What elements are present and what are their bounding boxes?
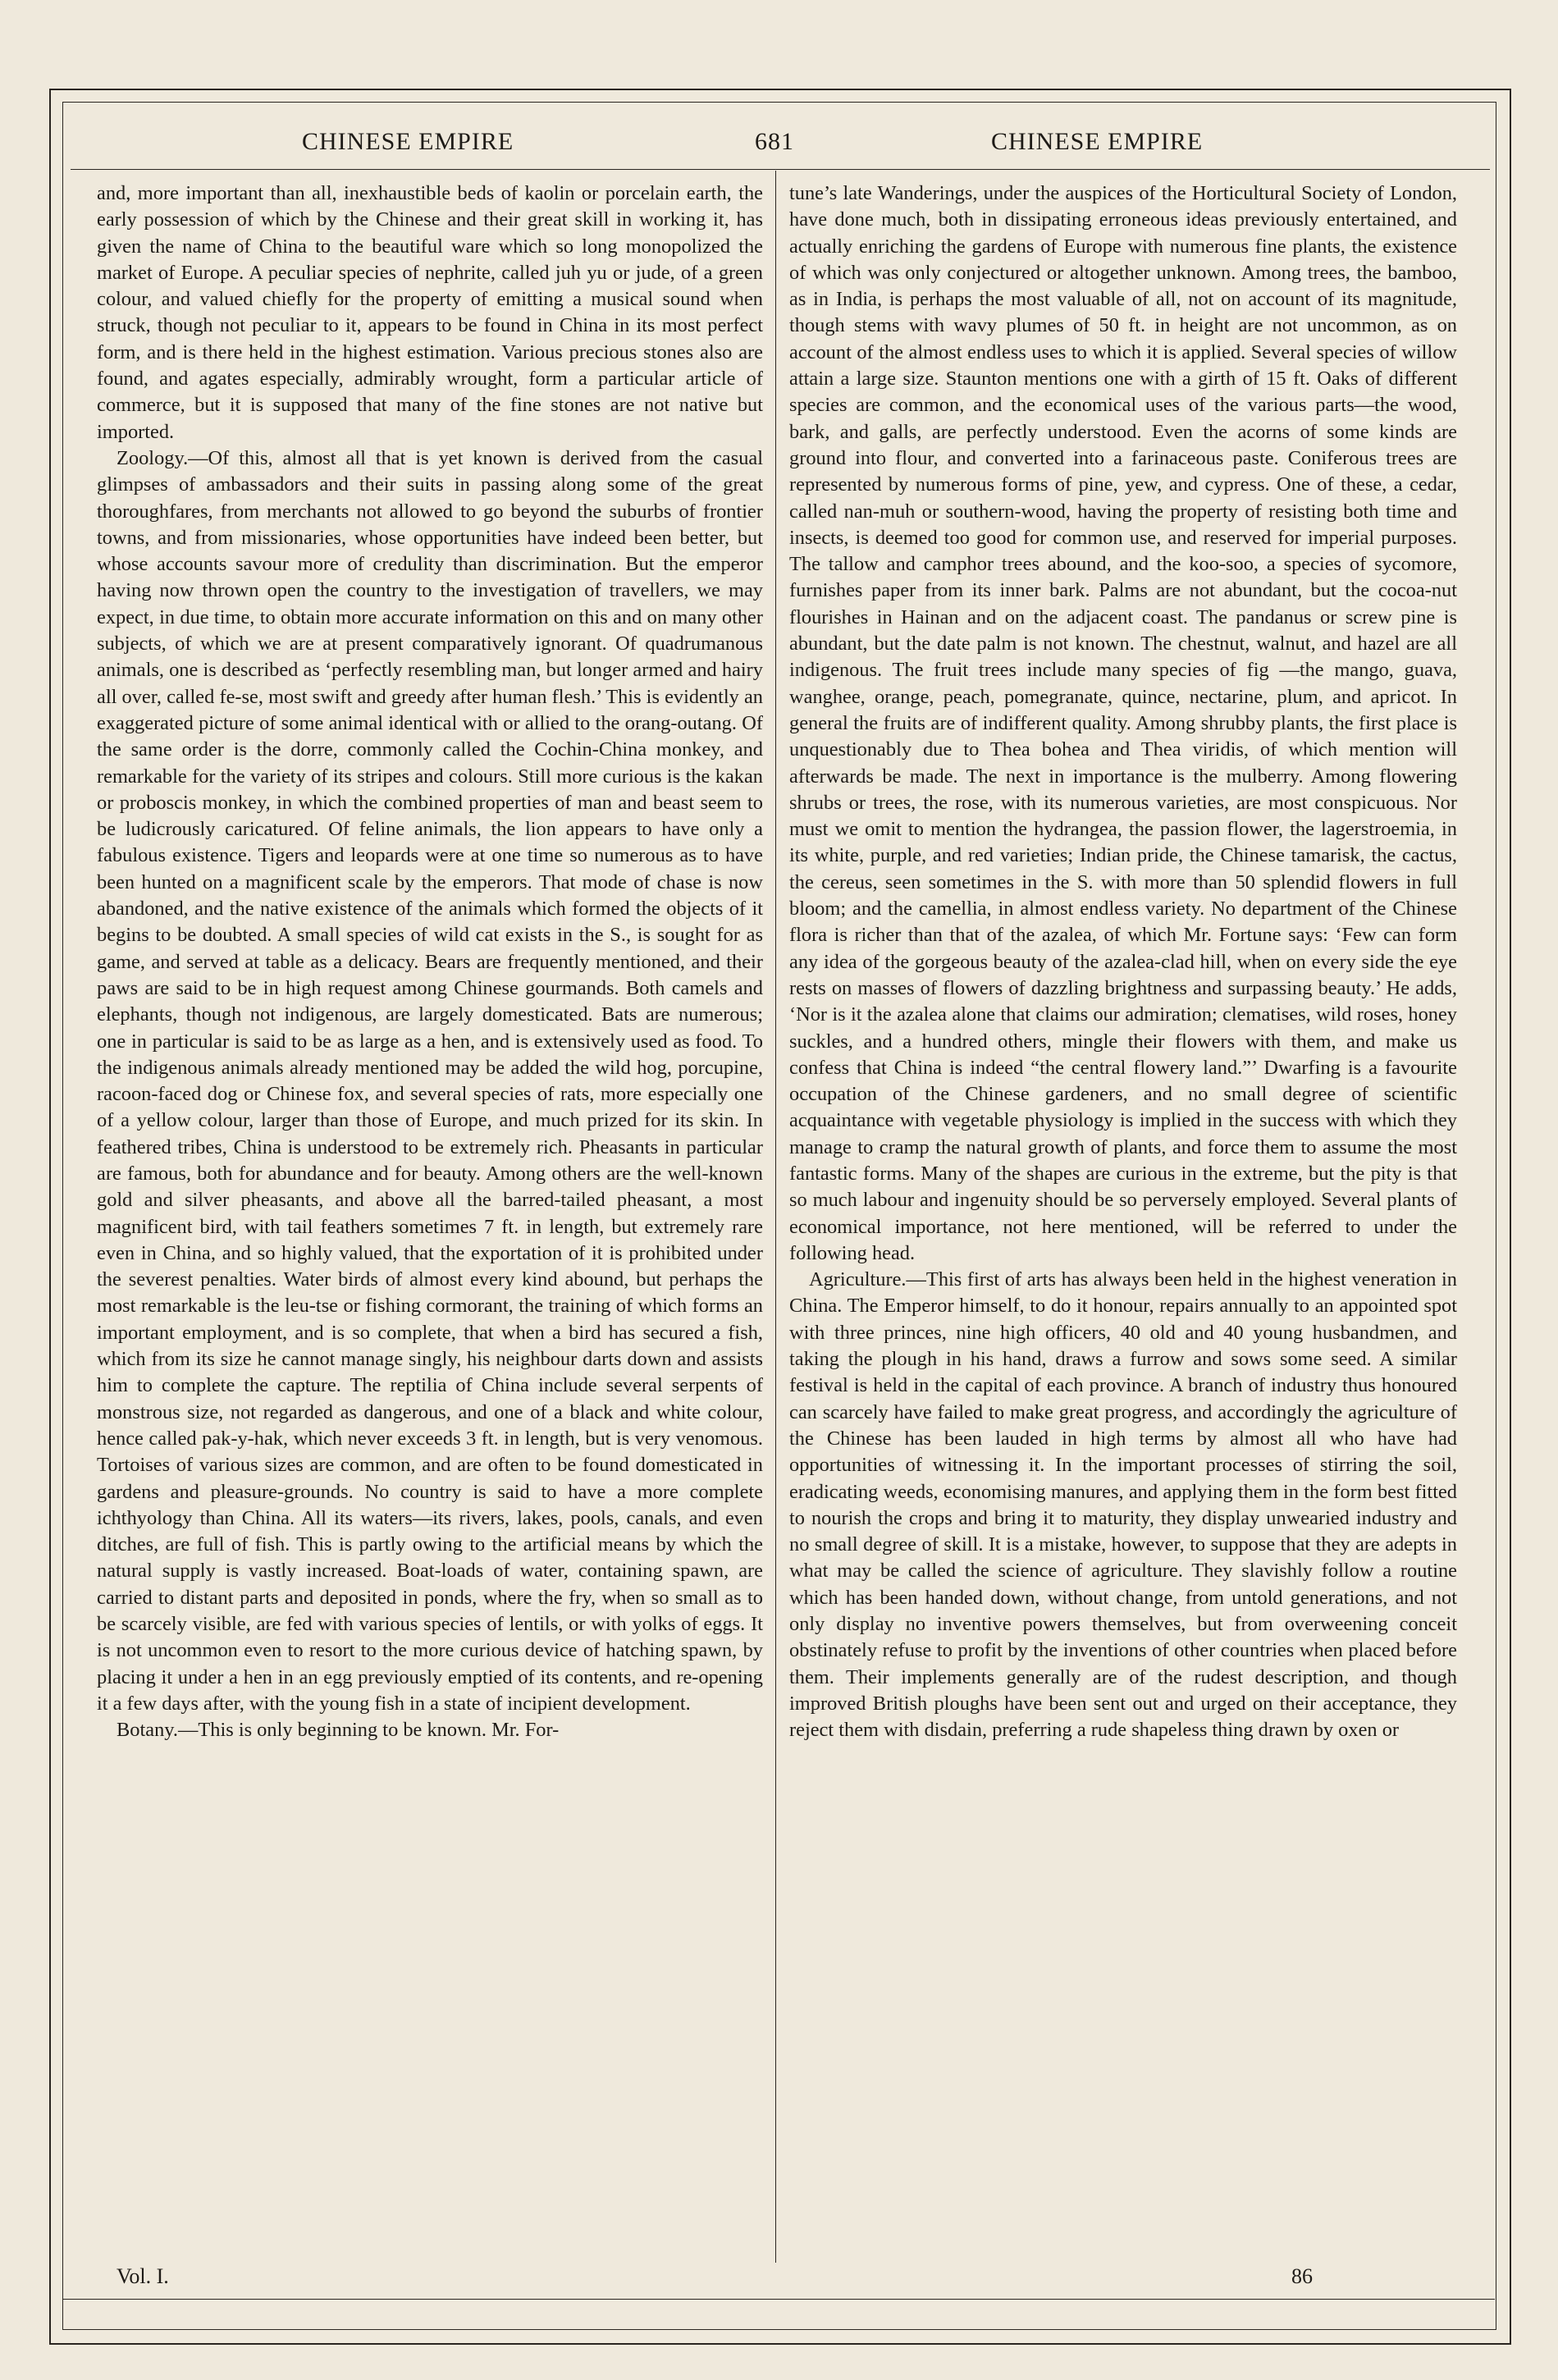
paragraph-zoology: Zoology.—Of this, almost all that is yet known is derived from the casual glimpses of ambassadors and their suits in passing along some of the great thoroughfares, from merchants not allowed to go beyond the suburbs of frontier towns, and from missionaries, whose opportunities have indeed been better, but whose accounts savour more of credulity than discrimination. But the emperor having now thrown open the country to the investigation of travellers, we may expect, in due time, to obtain more accurate information on this and on many other subjects, of which we are at present comparatively ignorant. Of quadrumanous animals, one is described as ‘perfectly resembling man, but longer armed and hairy all over, called fe-se, most swift and greedy after human flesh.’ This is evidently an exaggerated picture of some animal identical with or allied to the orang-outang. Of the same order is the dorre, commonly called the Cochin-China monkey, and remarkable for the variety of its stripes and colours. Still more curious is the kakan or proboscis monkey, in which the combined properties of man and beast seem to be ludicrously caricatured. Of feline animals, the lion appears to have only a fabulous existence. Tigers and leopards were at one time so numerous as to have been hunted on a magnificent scale by the emperors. That mode of chase is now abandoned, and the native existence of the animals which formed the objects of it begins to be doubted. A small species of wild cat exists in the S., is sought for as game, and served at table as a delicacy. Bears are frequently mentioned, and their paws are said to be in high request among Chinese gourmands. Both camels and elephants, though not indigenous, are largely domesticated. Bats are numerous; one in particular is said to be as large as a hen, and is extensively used as food. To the indigenous animals already mentioned may be added the wild hog, porcupine, racoon-faced dog or Chinese fox, and several species of rats, more especially one of a yellow colour, larger than those of Europe, and much prized for its skin. In feathered tribes, China is understood to be extremely rich. Pheasants in particular are famous, both for abundance and for beauty. Among others are the well-known gold and silver pheasants, and above all the barred-tailed pheasant, a most magnificent bird, with tail feathers sometimes 7 ft. in length, but extremely rare even in China, and so highly valued, that the exportation of it is prohibited under the severest penalties. Water birds of almost every kind abound, but perhaps the most remarkable is the leu-tse or fishing cormorant, the training of which forms an important employment, and is so complete, that when a bird has secured a fish, which from its size he cannot manage singly, his neighbour darts down and assists him to complete the capture. The reptilia of China include several serpents of monstrous size, not regarded as dangerous, and one of a black and white colour, hence called pak-y-hak, which never exceeds 3 ft. in length, but is very venomous. Tortoises of various sizes are common, and are often to be found domesticated in gardens and pleasure-grounds. No country is said to have a more complete ichthyology than China. All its waters—its rivers, lakes, pools, canals, and even ditches, are full of fish. This is partly owing to the artificial means by which the natural supply is vastly increased. Boat-loads of water, containing spawn, are carried to distant parts and deposited in ponds, where the fry, when so small as to be scarcely visible, are fed with various species of lentils, or with yolks of eggs. It is not uncommon even to resort to the more curious device of hatching spawn, by placing it under a hen in an egg previously emptied of its contents, and re-opening it a few days after, with the young fish in a state of incipient development. — [97, 446, 763, 1715]
volume-label: Vol. I. — [117, 2264, 169, 2288]
bottom-rule — [62, 2299, 1495, 2300]
page-number: 681 — [755, 128, 794, 155]
running-header — [71, 121, 1487, 171]
paragraph-botany-continued: tune’s late Wanderings, under the auspices of the Horticultural Society of London, have done much, both in dissipating erroneous ideas previously entertained, and actually enriching the gardens of Europe with numerous fine plants, the existence of which was only conjectured or altogether unknown. Among trees, the bamboo, as in India, is perhaps the most valuable of all, not on account of its magnitude, though stems with wavy plumes of 50 ft. in height are not uncommon, as on account of the almost endless uses to which it is applied. Several species of willow attain a large size. Staunton mentions one with a girth of 15 ft. Oaks of different species are common, and the economical uses of the various parts—the wood, bark, and galls, are perfectly understood. Even the acorns of some kinds are ground into flour, and converted into a farinaceous paste. Coniferous trees are represented by numerous forms of pine, yew, and cypress. One of these, a cedar, called nan-muh or southern-wood, having the property of resisting both time and insects, is deemed too good for common use, and reserved for imperial purposes. The tallow and camphor trees abound, and the koo-soo, a species of sycomore, furnishes paper from its inner bark. Palms are not abundant, but the cocoa-nut flourishes in Hainan and on the adjacent coast. The pandanus or screw pine is abundant, but the date palm is not known. The chestnut, walnut, and hazel are all indigenous. The fruit trees include many species of fig —the mango, guava, wanghee, orange, peach, pomegranate, quince, nectarine, plum, and apricot. In general the fruits are of indifferent quality. Among shrubby plants, the first place is unquestionably due to Thea bohea and Thea viridis, of which mention will afterwards be made. The next in importance is the mulberry. Among flowering shrubs or trees, the rose, with its numerous varieties, are most conspicuous. Nor must we omit to mention the hydrangea, the passion flower, the lagerstroemia, in its white, purple, and red varieties; Indian pride, the Chinese tamarisk, the cactus, the cereus, seen sometimes in the S. with more than 50 splendid flowers in full bloom; and the camellia, in almost endless variety. No department of the Chinese flora is richer than that of the azalea, of which Mr. Fortune says: ‘Few can form any idea of the gorgeous beauty of the azalea-clad hill, when on every side the eye rests on masses of flowers of dazzling brightness and surpassing beauty.’ He adds, ‘Nor is it the azalea alone that claims our admiration; clematises, wild roses, honey suckles, and a hundred others, mingle their flowers with them, and make us confess that China is indeed “the central flowery land.”’ Dwarfing is a favourite occupation of the Chinese gardeners, and no small degree of scientific acquaintance with vegetable physiology is implied in the success with which they manage to cramp the natural growth of plants, and force them to assume the most fantastic forms. Many of the shapes are curious in the extreme, but the pity is that so much labour and ingenuity should be so perversely employed. Several plants of economical importance, not here mentioned, will be referred to under the following head. — [789, 182, 1457, 1264]
page-footer — [97, 2264, 1492, 2297]
paragraph-minerals: and, more important than all, inexhaustible beds of kaolin or porcelain earth, the early possession of which by the Chinese and their great skill in working it, has given the name of China to the beautiful ware which so long monopolized the market of Europe. A peculiar species of nephrite, called juh yu or jude, of a green colour, and valued chiefly for the property of emitting a musical sound when struck, though not peculiar to it, appears to be found in China in its most perfect form, and is there held in the highest estimation. Various precious stones also are found, and agates especially, admirably wrought, form a particular article of commerce, but it is supposed that many of the fine stones are not native but imported. — [97, 182, 763, 443]
paragraph-botany-start: Botany.—This is only beginning to be known. Mr. For- — [117, 1719, 560, 1742]
right-column — [789, 180, 1457, 2264]
left-column — [97, 180, 763, 2264]
header-right-title: CHINESE EMPIRE — [991, 128, 1204, 155]
paragraph-agriculture: Agriculture.—This first of arts has always been held in the highest veneration in China. The Emperor himself, to do it honour, repairs annually to an appointed spot with three princes, nine high officers, 40 old and 40 young husbandmen, and taking the plough in his hand, draws a furrow and sows some seed. A similar festival is held in the capital of each province. A branch of industry thus honoured can scarcely have failed to make great progress, and accordingly the agriculture of the Chinese has been lauded in high terms by almost all who have had opportunities of witnessing it. In the important processes of stirring the soil, eradicating weeds, economising manures, and applying them in the form best fitted to nourish the crops and bring it to maturity, they display unwearied industry and no small degree of skill. It is a mistake, however, to suppose that they are adepts in what may be called the science of agriculture. They slavishly follow a routine which has been handed down, without change, from untold generations, and not only display no inventive powers themselves, but from overweening conceit obstinately refuse to profit by the inventions of other countries when placed before them. Their implements generally are of the rudest description, and though improved British ploughs have been sent out and urged on their acceptance, they reject them with disdain, preferring a rude shapeless thing drawn by oxen or — [789, 1268, 1457, 1742]
signature-mark: 86 — [1291, 2264, 1313, 2288]
column-divider — [775, 171, 776, 2263]
header-left-title: CHINESE EMPIRE — [302, 128, 514, 155]
header-rule — [71, 169, 1490, 170]
